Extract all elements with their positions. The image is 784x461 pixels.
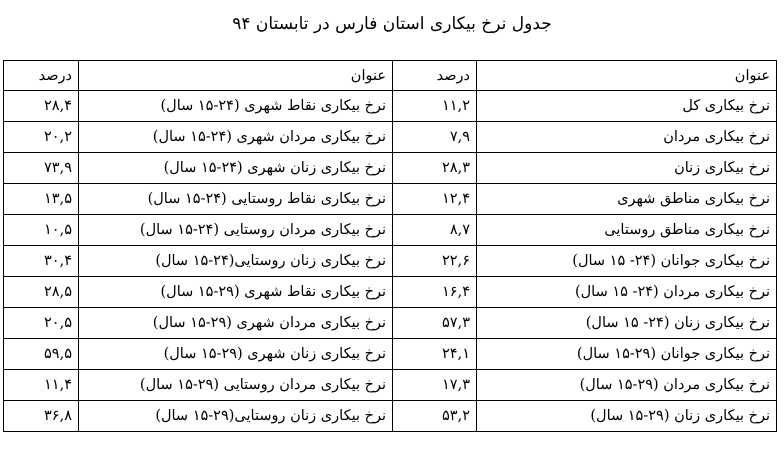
table-row: [4, 153, 777, 184]
left-percent-cell: ۳۰,۴: [4, 246, 79, 277]
page-title: جدول نرخ بیکاری استان فارس در تابستان ۹۴: [232, 14, 552, 34]
left-title-cell: نرخ بیکاری نقاط شهری (۲۹-۱۵ سال): [79, 277, 393, 308]
left-percent-cell: ۲۸,۴: [4, 91, 79, 122]
table-row: [4, 122, 777, 153]
left-percent-cell: ۲۸,۵: [4, 277, 79, 308]
right-title-cell: نرخ بیکاری مردان (۲۹-۱۵ سال): [477, 370, 777, 401]
header-left-title: عنوان: [79, 61, 393, 91]
right-percent-cell: ۵۳,۲: [393, 401, 477, 432]
left-percent-cell: ۱۱,۴: [4, 370, 79, 401]
left-title-cell: نرخ بیکاری مردان شهری (۲۴-۱۵ سال): [79, 122, 393, 153]
right-percent-cell: ۱۲,۴: [393, 184, 477, 215]
header-right-title: عنوان: [477, 61, 777, 91]
right-percent-cell: ۲۴,۱: [393, 339, 477, 370]
left-percent-cell: ۱۰,۵: [4, 215, 79, 246]
unemployment-table: [3, 60, 777, 432]
table-body: [4, 61, 777, 432]
table-row: [4, 277, 777, 308]
right-percent-cell: ۱۱,۲: [393, 91, 477, 122]
left-title-cell: نرخ بیکاری زنان روستایی(۲۹-۱۵ سال): [79, 401, 393, 432]
right-percent-cell: ۵۷,۳: [393, 308, 477, 339]
right-title-cell: نرخ بیکاری زنان (۲۴- ۱۵ سال): [477, 308, 777, 339]
table-row: [4, 184, 777, 215]
right-title-cell: نرخ بیکاری کل: [477, 91, 777, 122]
left-percent-cell: ۱۳,۵: [4, 184, 79, 215]
right-percent-cell: ۱۶,۴: [393, 277, 477, 308]
table-row: [4, 91, 777, 122]
table-row: [4, 246, 777, 277]
right-title-cell: نرخ بیکاری جوانان (۲۹-۱۵ سال): [477, 339, 777, 370]
header-left-percent: درصد: [4, 61, 79, 91]
left-title-cell: نرخ بیکاری نقاط روستایی (۲۴-۱۵ سال): [79, 184, 393, 215]
left-title-cell: نرخ بیکاری مردان روستایی (۲۹-۱۵ سال): [79, 370, 393, 401]
right-title-cell: نرخ بیکاری مردان (۲۴- ۱۵ سال): [477, 277, 777, 308]
right-title-cell: نرخ بیکاری جوانان (۲۴- ۱۵ سال): [477, 246, 777, 277]
table-row: [4, 215, 777, 246]
left-title-cell: نرخ بیکاری زنان شهری (۲۹-۱۵ سال): [79, 339, 393, 370]
right-title-cell: نرخ بیکاری زنان (۲۹-۱۵ سال): [477, 401, 777, 432]
right-percent-cell: ۸,۷: [393, 215, 477, 246]
right-percent-cell: ۷,۹: [393, 122, 477, 153]
right-title-cell: نرخ بیکاری مناطق شهری: [477, 184, 777, 215]
header-right-percent: درصد: [393, 61, 477, 91]
table-row: [4, 370, 777, 401]
left-percent-cell: ۵۹,۵: [4, 339, 79, 370]
right-title-cell: نرخ بیکاری زنان: [477, 153, 777, 184]
right-percent-cell: ۲۲,۶: [393, 246, 477, 277]
table-row: [4, 308, 777, 339]
right-percent-cell: ۲۸,۳: [393, 153, 477, 184]
table-header-row: [4, 61, 777, 91]
left-percent-cell: ۳۶,۸: [4, 401, 79, 432]
right-title-cell: نرخ بیکاری مردان: [477, 122, 777, 153]
left-title-cell: نرخ بیکاری مردان شهری (۲۹-۱۵ سال): [79, 308, 393, 339]
left-percent-cell: ۷۳,۹: [4, 153, 79, 184]
right-percent-cell: ۱۷,۳: [393, 370, 477, 401]
left-percent-cell: ۲۰,۵: [4, 308, 79, 339]
table-row: [4, 339, 777, 370]
left-title-cell: نرخ بیکاری زنان شهری (۲۴-۱۵ سال): [79, 153, 393, 184]
left-title-cell: نرخ بیکاری مردان روستایی (۲۴-۱۵ سال): [79, 215, 393, 246]
right-title-cell: نرخ بیکاری مناطق روستایی: [477, 215, 777, 246]
left-title-cell: نرخ بیکاری زنان روستایی(۲۴-۱۵ سال): [79, 246, 393, 277]
left-percent-cell: ۲۰,۲: [4, 122, 79, 153]
table-row: [4, 401, 777, 432]
left-title-cell: نرخ بیکاری نقاط شهری (۲۴-۱۵ سال): [79, 91, 393, 122]
